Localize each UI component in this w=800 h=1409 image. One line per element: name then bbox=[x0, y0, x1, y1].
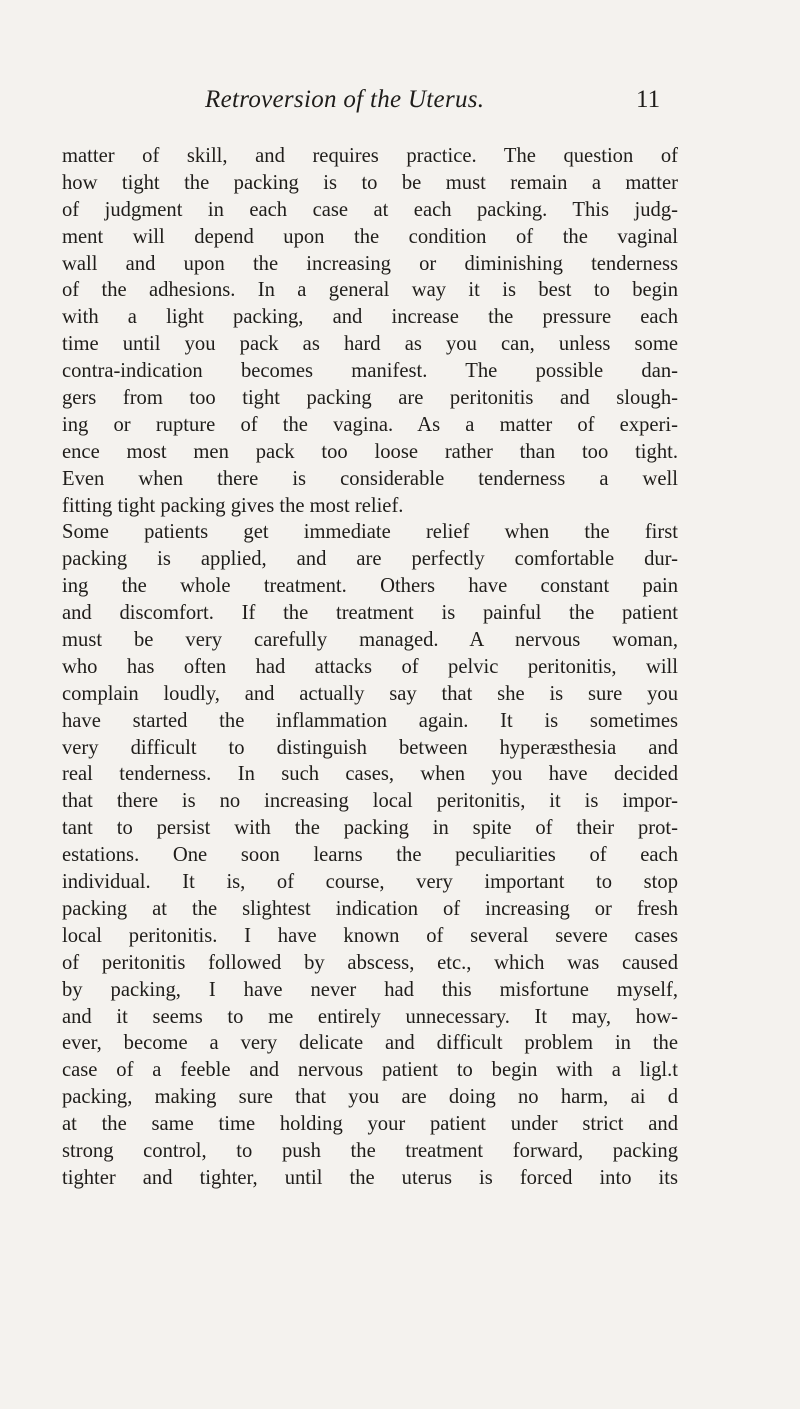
text-line: of peritonitis followed by abscess, etc., which was caused bbox=[62, 951, 678, 974]
text-line: ever, become a very delicate and difficult problem in the bbox=[62, 1032, 678, 1055]
text-line: of the adhesions. In a general way it is best to begin bbox=[62, 279, 678, 302]
body-text bbox=[62, 143, 678, 1192]
text-line: contra-indication becomes manifest. The possible dan- bbox=[62, 360, 678, 383]
text-line: tighter and tighter, until the uterus is forced into its bbox=[62, 1166, 678, 1189]
text-line: packing, making sure that you are doing no harm, ai d bbox=[62, 1086, 678, 1109]
text-line: gers from too tight packing are peritonitis and slough- bbox=[62, 387, 678, 410]
text-line: individual. It is, of course, very important to stop bbox=[62, 871, 678, 894]
text-line: and it seems to me entirely unnecessary. It may, how- bbox=[62, 1005, 678, 1028]
text-line: strong control, to push the treatment forward, packing bbox=[62, 1139, 678, 1162]
text-line: fitting tight packing gives the most relief. bbox=[62, 494, 404, 517]
text-line: ment will depend upon the condition of the vaginal bbox=[62, 225, 678, 248]
text-line: very difficult to distinguish between hyperæsthesia and bbox=[62, 736, 678, 759]
text-line: ing the whole treatment. Others have constant pain bbox=[62, 575, 678, 598]
text-line: time until you pack as hard as you can, unless some bbox=[62, 333, 678, 356]
text-line: packing at the slightest indication of increasing or fresh bbox=[62, 897, 678, 920]
text-line: estations. One soon learns the peculiarities of each bbox=[62, 844, 678, 867]
text-line: with a light packing, and increase the pressure each bbox=[62, 306, 678, 329]
running-head bbox=[0, 86, 800, 126]
text-line: real tenderness. In such cases, when you have decided bbox=[62, 763, 678, 786]
text-line: wall and upon the increasing or diminishing tenderness bbox=[62, 252, 678, 275]
text-line: local peritonitis. I have known of several severe cases bbox=[62, 924, 678, 947]
text-line: case of a feeble and nervous patient to begin with a ligl.t bbox=[62, 1059, 678, 1082]
text-line: how tight the packing is to be must remain a matter bbox=[62, 171, 678, 194]
text-line: complain loudly, and actually say that she is sure you bbox=[62, 682, 678, 705]
text-line: by packing, I have never had this misfortune myself, bbox=[62, 978, 678, 1001]
text-line: Some patients get immediate relief when the first bbox=[62, 521, 678, 544]
text-line: and discomfort. If the treatment is painful the patient bbox=[62, 602, 678, 625]
text-line: Even when there is considerable tenderness a well bbox=[62, 467, 678, 490]
page-number: 11 bbox=[636, 86, 661, 113]
text-line: ence most men pack too loose rather than too tight. bbox=[62, 440, 678, 463]
text-line: at the same time holding your patient under strict and bbox=[62, 1113, 678, 1136]
text-line: tant to persist with the packing in spite of their prot- bbox=[62, 817, 678, 840]
text-line: who has often had attacks of pelvic peritonitis, will bbox=[62, 655, 678, 678]
text-line: have started the inflammation again. It is sometimes bbox=[62, 709, 678, 732]
running-title: Retroversion of the Uterus. bbox=[205, 86, 485, 113]
text-line: must be very carefully managed. A nervous woman, bbox=[62, 629, 678, 652]
text-line: of judgment in each case at each packing. This judg- bbox=[62, 198, 678, 221]
text-line: that there is no increasing local peritonitis, it is impor- bbox=[62, 790, 678, 813]
text-line: matter of skill, and requires practice. The question of bbox=[62, 145, 678, 167]
text-line: packing is applied, and are perfectly comfortable dur- bbox=[62, 548, 678, 571]
text-line: ing or rupture of the vagina. As a matter of experi- bbox=[62, 413, 678, 436]
